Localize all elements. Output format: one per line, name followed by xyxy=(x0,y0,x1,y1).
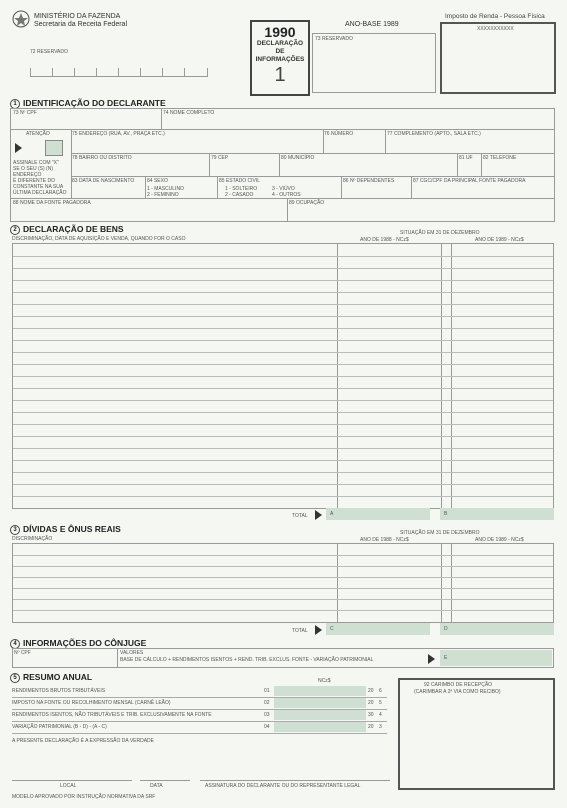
summary-row-code: 02 xyxy=(264,700,270,706)
summary-row-tail: 3 xyxy=(379,724,382,730)
note-line-3: ENDEREÇO xyxy=(13,172,42,178)
assets-total-1988[interactable]: A xyxy=(326,508,430,520)
summary-row-value[interactable] xyxy=(274,698,366,708)
assets-row-line xyxy=(13,304,553,305)
summary-row-tail: 6 xyxy=(379,688,382,694)
debts-row-line xyxy=(13,566,553,567)
debts-col-1988: ANO DE 1988 - NCz$ xyxy=(360,537,409,543)
reserved-73-label: 73 RESERVADO xyxy=(315,36,353,42)
summary-row-value[interactable] xyxy=(274,710,366,720)
f86-label: 86 Nº DEPENDENTES xyxy=(343,178,395,184)
assets-row-line xyxy=(13,460,553,461)
assets-row-line xyxy=(13,316,553,317)
summary-row-code: 04 xyxy=(264,724,270,730)
section-1-title: 1 IDENTIFICAÇÃO DO DECLARANTE xyxy=(10,98,166,109)
note-line-6: ÚLTIMA DECLARAÇÃO xyxy=(13,190,67,196)
form-title-box xyxy=(250,20,310,96)
f82-label: 82 TELEFONE xyxy=(483,155,517,161)
form-title-line-1: DECLARAÇÃO xyxy=(256,40,304,47)
note-line-4: É DIFERENTE DO xyxy=(13,178,55,184)
reserved-73-box xyxy=(312,33,436,93)
assets-row-line xyxy=(13,412,553,413)
assets-row-line xyxy=(13,496,553,497)
coat-of-arms-icon xyxy=(11,8,31,30)
summary-row-code: 01 xyxy=(264,688,270,694)
assets-row-line xyxy=(13,436,553,437)
code-box xyxy=(440,22,556,94)
f89-label: 89 OCUPAÇÃO xyxy=(289,200,325,206)
spouse-arrow-icon xyxy=(428,654,435,664)
assets-col-1989: ANO DE 1989 - NCz$ xyxy=(475,237,524,243)
spouse-cpf-label: Nº CPF xyxy=(14,650,31,656)
summary-row-value[interactable] xyxy=(274,686,366,696)
debts-row-line xyxy=(13,577,553,578)
section-1-frame xyxy=(10,108,555,222)
spouse-formula: BASE DE CÁLCULO + RENDIMENTOS ISENTOS + REND. TRIB. EXCLUS. FONTE - VARIAÇÃO PATRIMONIAL xyxy=(120,657,374,663)
attention-label: ATENÇÃO xyxy=(26,131,50,137)
section-5-title: 5 RESUMO ANUAL xyxy=(10,672,92,683)
tax-title: Imposto de Renda - Pessoa Física xyxy=(445,13,545,20)
form-number: 1 xyxy=(274,64,286,86)
assets-row-line xyxy=(13,280,553,281)
assets-row-line xyxy=(13,472,553,473)
assets-row-line xyxy=(13,484,553,485)
assets-total-arrow-icon xyxy=(315,510,322,520)
assets-row-line xyxy=(13,424,553,425)
f77-label: 77 COMPLEMENTO (APTO., SALA ETC.) xyxy=(387,131,481,137)
debts-description-label: DISCRIMINAÇÃO xyxy=(12,536,53,542)
assets-total-label: TOTAL xyxy=(292,513,308,519)
f87-label: 87 CGC/CPF DA PRINCIPAL FONTE PAGADORA xyxy=(413,178,526,184)
code-text: XXXXXXXXXXX xyxy=(477,26,514,32)
debts-row-line xyxy=(13,555,553,556)
summary-row-code: 03 xyxy=(264,712,270,718)
f74-label: 74 NOME COMPLETO xyxy=(163,110,215,116)
assets-situation-label: SITUAÇÃO EM 31 DE DEZEMBRO xyxy=(400,230,480,236)
signature-line-local xyxy=(12,780,132,781)
stamp-title: 92 CARIMBO DE RECEPÇÃO xyxy=(424,682,493,688)
secretariat-name: Secretaria da Receita Federal xyxy=(34,21,127,28)
debts-table xyxy=(12,543,554,623)
civil-option-2: 2 - CASADO xyxy=(225,192,254,198)
summary-currency: NCz$ xyxy=(318,678,331,684)
assets-row-line xyxy=(13,376,553,377)
section-4-title: 4 INFORMAÇÕES DO CÔNJUGE xyxy=(10,638,146,649)
assets-row-line xyxy=(13,388,553,389)
arrow-right-icon xyxy=(15,143,22,153)
base-year: ANO-BASE 1989 xyxy=(345,21,399,28)
form-title-line-2: DE xyxy=(275,48,285,55)
f75-label: 75 ENDEREÇO (RUA, AV., PRAÇA ETC.) xyxy=(72,131,165,137)
assets-col-1988: ANO DE 1988 - NCz$ xyxy=(360,237,409,243)
assets-description-label: DISCRIMINAÇÃO, DATA DE AQUISIÇÃO E VENDA, QUANDO FOR O CASO xyxy=(12,236,186,242)
address-change-checkbox[interactable] xyxy=(45,140,63,156)
assets-row-line xyxy=(13,328,553,329)
summary-row-label: RENDIMENTOS BRUTOS TRIBUTÁVEIS xyxy=(12,688,106,694)
debts-total-1988[interactable]: C xyxy=(326,623,430,635)
assets-row-line xyxy=(13,400,553,401)
local-label: LOCAL xyxy=(60,783,77,789)
summary-row-tail: 5 xyxy=(379,700,382,706)
debts-total-label: TOTAL xyxy=(292,628,308,634)
summary-row xyxy=(12,721,387,734)
note-line-5: CONSTANTE NA SUA xyxy=(13,184,64,190)
assets-table xyxy=(12,243,554,509)
ministry-name: MINISTÉRIO DA FAZENDA xyxy=(34,13,121,20)
civil-option-1: 1 - SOLTEIRO xyxy=(225,186,258,192)
summary-row-label: RENDIMENTOS ISENTOS, NÃO TRIBUTÁVEIS E TRIB. EXCLUSIVAMENTE NA FONTE xyxy=(12,712,212,718)
summary-row-tail: 4 xyxy=(379,712,382,718)
reception-stamp-box xyxy=(398,678,555,790)
spouse-value-field[interactable]: E xyxy=(440,650,552,666)
f83-label: 83 DATA DE NASCIMENTO xyxy=(72,178,135,184)
section-2-title: 2 DECLARAÇÃO DE BENS xyxy=(10,224,124,235)
form-year: 1990 xyxy=(264,24,296,40)
assets-row-line xyxy=(13,256,553,257)
sex-option-1: 1 - MASCULINO xyxy=(147,186,184,192)
debts-total-arrow-icon xyxy=(315,625,322,635)
sex-option-2: 2 - FEMININO xyxy=(147,192,179,198)
f88-label: 88 NOME DA FONTE PAGADORA xyxy=(13,200,91,206)
f73-label: 73 Nº CPF xyxy=(13,110,37,116)
signature-label: ASSINATURA DO DECLARANTE OU DO REPRESENTANTE LEGAL xyxy=(205,783,361,789)
assets-row-line xyxy=(13,448,553,449)
debts-col-1989: ANO DE 1989 - NCz$ xyxy=(475,537,524,543)
truth-statement: A PRESENTE DECLARAÇÃO É A EXPRESSÃO DA VERDADE xyxy=(12,738,154,744)
summary-row-end: 20 xyxy=(368,724,374,730)
signature-line-sign xyxy=(200,780,390,781)
debts-situation-label: SITUAÇÃO EM 31 DE DEZEMBRO xyxy=(400,530,480,536)
f80-label: 80 MUNICÍPIO xyxy=(281,155,315,161)
f79-label: 79 CEP xyxy=(211,155,229,161)
signature-line-date xyxy=(140,780,190,781)
summary-row-end: 20 xyxy=(368,688,374,694)
assets-row-line xyxy=(13,352,553,353)
debts-row-line xyxy=(13,610,553,611)
section-3-title: 3 DÍVIDAS E ÔNUS REAIS xyxy=(10,524,121,535)
date-label: DATA xyxy=(150,783,163,789)
f84-label: 84 SEXO xyxy=(147,178,168,184)
assets-row-line xyxy=(13,364,553,365)
civil-option-4: 4 - OUTROS xyxy=(272,192,301,198)
summary-row-label: VARIAÇÃO PATRIMONIAL (B - D) - (A - C) xyxy=(12,724,107,730)
civil-option-3: 3 - VIÚVO xyxy=(272,186,295,192)
assets-row-line xyxy=(13,292,553,293)
assets-row-line xyxy=(13,268,553,269)
note-line-2: SE O SEU (S) (N) xyxy=(13,166,54,172)
f76-label: 76 NÚMERO xyxy=(324,131,354,137)
assets-row-line xyxy=(13,340,553,341)
assets-total-1989[interactable]: B xyxy=(440,508,554,520)
debts-row-line xyxy=(13,588,553,589)
reserved-72-boxes xyxy=(30,58,208,77)
debts-total-1989[interactable]: D xyxy=(440,623,554,635)
stamp-subtitle: (CARIMBAR A 2ª VIA COMO RECIBO) xyxy=(414,689,501,695)
reserved-72-label: 72 RESERVADO xyxy=(30,49,68,55)
debts-row-line xyxy=(13,599,553,600)
f85-label: 85 ESTADO CIVIL xyxy=(219,178,261,184)
summary-row-end: 20 xyxy=(368,700,374,706)
summary-row-label: IMPOSTO NA FONTE OU RECOLHIMENTO MENSAL (CARNÊ LEÃO) xyxy=(12,700,171,706)
summary-row-value[interactable] xyxy=(274,722,366,732)
form-title-line-3: INFORMAÇÕES xyxy=(255,56,305,63)
summary-row-end: 30 xyxy=(368,712,374,718)
note-line-1: ASSINALE COM "X" xyxy=(13,160,59,166)
footer-note: MODELO APROVADO POR INSTRUÇÃO NORMATIVA DA SRF xyxy=(12,794,156,800)
f78-label: 78 BAIRRO OU DISTRITO xyxy=(72,155,132,161)
spouse-values-label: VALORES xyxy=(120,650,144,656)
f81-label: 81 UF xyxy=(459,155,473,161)
